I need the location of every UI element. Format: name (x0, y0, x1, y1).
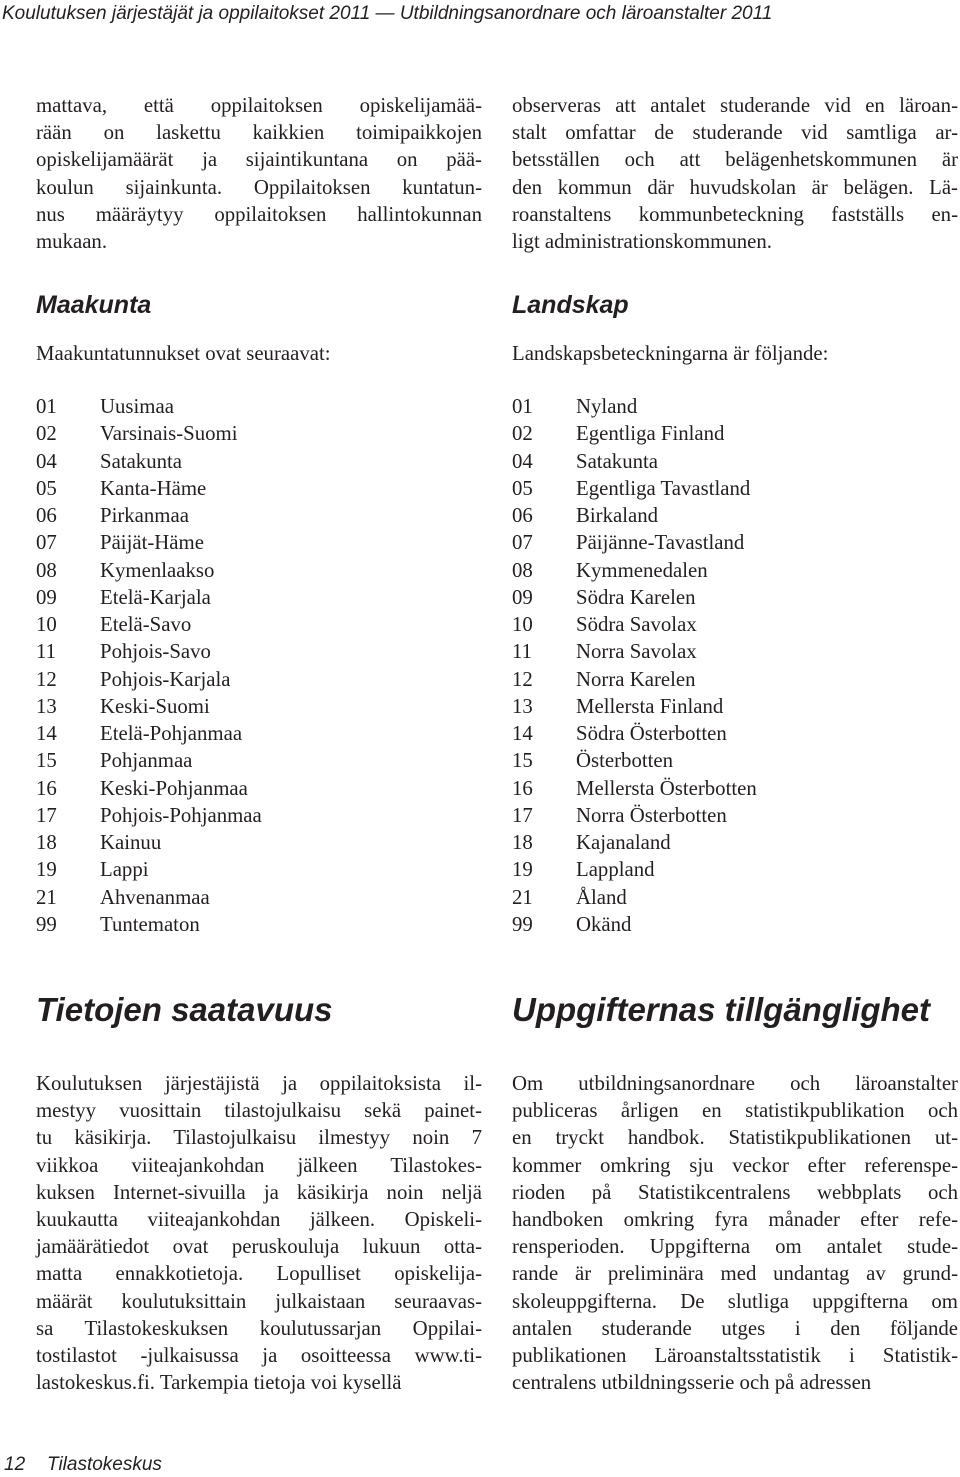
region-name: Österbotten (576, 749, 674, 773)
region-list-item-sv (512, 638, 958, 665)
region-code-list-sv (512, 393, 958, 938)
region-name: Kymenlaakso (100, 558, 215, 582)
region-name: Mellersta Österbotten (576, 776, 757, 800)
right-intro-line: roanstaltens kommunbeteckning fastställs en- (512, 202, 958, 226)
region-list-item-sv (512, 884, 958, 911)
availability-fi-line: lastokeskus.fi. Tarkempia tietoja voi kysellä (36, 1371, 402, 1395)
region-name: Kainuu (100, 831, 162, 854)
region-list-item-fi (36, 747, 482, 774)
left-region-intro-block (36, 340, 482, 367)
region-code: 10 (512, 613, 533, 636)
left-intro-line: opiskelijamäärät ja sijaintikuntana on pää- (36, 148, 482, 172)
availability-sv-line: publikationen Läroanstaltsstatistik i Statistik- (512, 1344, 958, 1368)
region-name: Etelä-Savo (100, 613, 192, 636)
availability-sv-line: rande är preliminära med undantag av grund- (512, 1262, 958, 1286)
region-name: Kanta-Häme (100, 476, 207, 500)
region-code: 06 (36, 504, 57, 527)
region-list-item-sv (512, 693, 958, 720)
left-availability-block (36, 1070, 482, 1396)
region-list-item-sv (512, 529, 958, 556)
region-code: 04 (512, 449, 533, 473)
availability-fi-line: jamäärätiedot ovat peruskouluja lukuun otta- (36, 1235, 482, 1259)
region-name: Lappland (576, 858, 655, 882)
region-code: 17 (512, 803, 533, 827)
region-list-item-sv (512, 420, 958, 447)
region-code: 08 (36, 558, 57, 582)
region-code: 04 (36, 449, 57, 473)
region-list-item-sv (512, 911, 958, 938)
region-code: 07 (36, 531, 57, 555)
right-intro-line: den kommun där huvudskolan är belägen. Lä- (512, 175, 958, 199)
region-list-item-fi (36, 611, 482, 638)
region-list-item-fi (36, 829, 482, 856)
region-list-item-fi (36, 856, 482, 883)
region-heading-fi: Maakunta (36, 291, 152, 319)
region-code: 10 (36, 613, 57, 636)
right-intro-paragraph (512, 92, 958, 255)
region-name: Varsinais-Suomi (100, 422, 238, 446)
region-list-item-sv (512, 475, 958, 502)
region-code: 14 (36, 722, 57, 745)
availability-fi-line: tostilastot -julkaisussa ja osoitteessa www.ti- (36, 1344, 482, 1368)
availability-fi-line: mestyy vuosittain tilastojulkaisu sekä painet- (36, 1099, 482, 1123)
region-name: Pohjois-Pohjanmaa (100, 803, 262, 827)
region-list-item-sv (512, 557, 958, 584)
left-intro-line: nus määräytyy oppilaitoksen hallintokunnan (36, 202, 482, 226)
left-region-list-block (36, 393, 482, 938)
region-name: Egentliga Finland (576, 422, 725, 446)
region-intro-sv: Landskapsbeteckningarna är följande: (512, 342, 829, 365)
region-list-item-fi (36, 720, 482, 747)
region-name: Tuntematon (100, 912, 200, 936)
availability-fi-line: Koulutuksen järjestäjistä ja oppilaitoksista il- (36, 1072, 482, 1095)
region-list-item-fi (36, 557, 482, 584)
region-list-item-sv (512, 584, 958, 611)
region-list-item-fi (36, 911, 482, 938)
right-intro-line: betsställen och att belägenhetskommunen är (512, 148, 958, 172)
region-list-item-sv (512, 829, 958, 856)
running-header-title: Koulutuksen järjestäjät ja oppilaitokset 2011 — Utbildningsanordnare och läroanstalter 2011 (2, 3, 773, 24)
region-list-item-fi (36, 884, 482, 911)
left-intro-line: rään on laskettu kaikkien toimipaikkojen (36, 121, 482, 145)
availability-sv-line: en tryckt handbok. Statistikpublikationen ut- (512, 1126, 958, 1150)
region-name: Keski-Suomi (100, 694, 210, 718)
right-region-heading-block (512, 290, 958, 320)
region-code: 13 (36, 694, 57, 718)
region-name: Ahvenanmaa (100, 885, 210, 909)
left-availability-heading-block (36, 990, 482, 1030)
region-name: Norra Savolax (576, 640, 697, 664)
region-code: 07 (512, 531, 533, 555)
availability-heading-sv: Uppgifternas tillgänglighet (512, 991, 930, 1028)
region-code: 09 (512, 585, 533, 609)
region-list-item-sv (512, 802, 958, 829)
availability-fi-line: tu käsikirja. Tilastojulkaisu ilmestyy noin 7 (36, 1126, 482, 1150)
region-list-item-fi (36, 393, 482, 420)
region-list-item-fi (36, 802, 482, 829)
page-number: 12 (4, 1454, 26, 1475)
region-name: Keski-Pohjanmaa (100, 776, 248, 800)
region-code: 01 (36, 395, 57, 418)
availability-sv-line: centralens utbildningsserie och på adressen (512, 1371, 872, 1395)
region-code: 11 (36, 640, 57, 664)
region-list-item-fi (36, 775, 482, 802)
right-intro-line: ligt administrationskommunen. (512, 230, 772, 254)
region-list-item-fi (36, 638, 482, 665)
region-list-item-fi (36, 584, 482, 611)
region-list-item-sv (512, 666, 958, 693)
running-header (0, 0, 960, 27)
region-code: 21 (36, 885, 57, 909)
region-code: 05 (512, 476, 533, 500)
region-code: 15 (512, 749, 533, 773)
region-code: 17 (36, 803, 57, 827)
region-list-item-sv (512, 775, 958, 802)
region-heading-sv: Landskap (512, 291, 629, 319)
right-region-list-block (512, 393, 958, 938)
region-name: Pohjanmaa (100, 749, 193, 773)
region-list-item-sv (512, 502, 958, 529)
region-name: Lappi (100, 858, 149, 882)
region-name: Mellersta Finland (576, 694, 724, 718)
right-intro-line: observeras att antalet studerande vid en läroan- (512, 94, 958, 117)
region-name: Norra Karelen (576, 667, 696, 691)
availability-fi-line: kuukautta viiteajankohdan jälkeen. Opiskeli- (36, 1208, 482, 1232)
region-name: Etelä-Pohjanmaa (100, 722, 243, 745)
region-name: Päijät-Häme (100, 531, 204, 555)
region-code: 21 (512, 885, 533, 909)
right-availability-block (512, 1070, 958, 1396)
availability-fi-line: matta ennakkotietoja. Lopulliset opiskelija- (36, 1262, 482, 1286)
region-list-item-fi (36, 502, 482, 529)
region-code: 01 (512, 395, 533, 418)
region-name: Pohjois-Savo (100, 640, 211, 664)
region-list-item-sv (512, 747, 958, 774)
region-name: Uusimaa (100, 395, 174, 418)
region-name: Kajanaland (576, 831, 671, 854)
region-name: Etelä-Karjala (100, 585, 211, 609)
region-code: 14 (512, 722, 533, 745)
region-code: 02 (512, 422, 533, 446)
region-name: Åland (576, 885, 627, 909)
region-code: 05 (36, 476, 57, 500)
left-intro-paragraph (36, 92, 482, 255)
region-name: Päijänne-Tavastland (576, 531, 745, 555)
region-code: 12 (512, 667, 533, 691)
right-availability-heading-block (512, 990, 958, 1030)
right-region-intro-block (512, 340, 958, 367)
region-list-item-sv (512, 856, 958, 883)
availability-fi-line: sa Tilastokeskuksen koulutussarjan Oppilai- (36, 1316, 482, 1340)
region-name: Södra Österbotten (576, 722, 727, 745)
availability-heading-fi: Tietojen saatavuus (36, 991, 333, 1028)
region-code: 02 (36, 422, 57, 446)
availability-fi-line: kuksen Internet-sivuilla ja käsikirja noin neljä (36, 1180, 482, 1204)
region-code: 16 (36, 776, 57, 800)
region-list-item-fi (36, 693, 482, 720)
region-list-item-sv (512, 720, 958, 747)
region-name: Pirkanmaa (100, 504, 189, 527)
region-intro-fi: Maakuntatunnukset ovat seuraavat: (36, 342, 331, 365)
right-intro-block (512, 92, 958, 255)
region-code: 15 (36, 749, 57, 773)
region-code: 16 (512, 776, 533, 800)
availability-paragraph-fi (36, 1070, 482, 1396)
left-intro-block (36, 92, 482, 255)
left-region-heading-block (36, 290, 482, 320)
region-code: 09 (36, 585, 57, 609)
region-code: 08 (512, 558, 533, 582)
publisher-name: Tilastokeskus (47, 1454, 162, 1475)
availability-fi-line: viikkoa viiteajankohdan jälkeen Tilastokes- (36, 1153, 482, 1177)
region-list-item-sv (512, 611, 958, 638)
region-code: 19 (512, 858, 533, 882)
region-code: 11 (512, 640, 533, 664)
region-name: Egentliga Tavastland (576, 476, 751, 500)
availability-paragraph-sv (512, 1070, 958, 1396)
left-intro-line: koulun sijainkunta. Oppilaitoksen kuntatun- (36, 175, 482, 199)
availability-sv-line: kommer omkring sju veckor efter referenspe- (512, 1153, 958, 1177)
left-intro-line: mukaan. (36, 230, 108, 254)
availability-sv-line: skoleuppgifterna. De slutliga uppgifterna om (512, 1289, 958, 1313)
region-list-item-fi (36, 529, 482, 556)
availability-sv-line: Om utbildningsanordnare och läroanstalter (512, 1072, 958, 1095)
region-name: Pohjois-Karjala (100, 667, 231, 691)
region-name: Satakunta (576, 449, 659, 473)
region-name: Södra Karelen (576, 585, 696, 609)
left-intro-line: mattava, että oppilaitoksen opiskelijamää- (36, 94, 482, 117)
region-list-item-sv (512, 393, 958, 420)
region-name: Södra Savolax (576, 613, 697, 636)
region-code: 12 (36, 667, 57, 691)
region-code: 99 (36, 912, 57, 936)
availability-fi-line: määrät koulutuksittain julkaistaan seuraavas- (36, 1289, 482, 1313)
region-name: Okänd (576, 912, 632, 936)
region-list-item-fi (36, 420, 482, 447)
region-name: Satakunta (100, 449, 183, 473)
region-code: 18 (512, 831, 533, 854)
region-code: 99 (512, 912, 533, 936)
region-code-list-fi (36, 393, 482, 938)
region-code: 18 (36, 831, 57, 854)
region-code: 06 (512, 504, 533, 527)
availability-sv-line: antalen studerande utges i den följande (512, 1316, 958, 1340)
region-name: Norra Österbotten (576, 803, 727, 827)
region-list-item-fi (36, 475, 482, 502)
region-list-item-fi (36, 666, 482, 693)
region-code: 13 (512, 694, 533, 718)
right-intro-line: stalt omfattar de studerande vid samtliga ar- (512, 121, 958, 145)
availability-sv-line: rioden på Statistikcentralens webbplats och (512, 1180, 958, 1204)
availability-sv-line: publiceras årligen en statistikpublikation och (512, 1099, 958, 1123)
region-list-item-sv (512, 448, 958, 475)
region-list-item-fi (36, 448, 482, 475)
region-code: 19 (36, 858, 57, 882)
region-name: Nyland (576, 395, 638, 418)
region-name: Kymmenedalen (576, 558, 708, 582)
availability-sv-line: handboken omkring fyra månader efter refe- (512, 1208, 958, 1232)
region-name: Birkaland (576, 504, 659, 527)
availability-sv-line: rensperioden. Uppgifterna om antalet stude- (512, 1235, 958, 1259)
